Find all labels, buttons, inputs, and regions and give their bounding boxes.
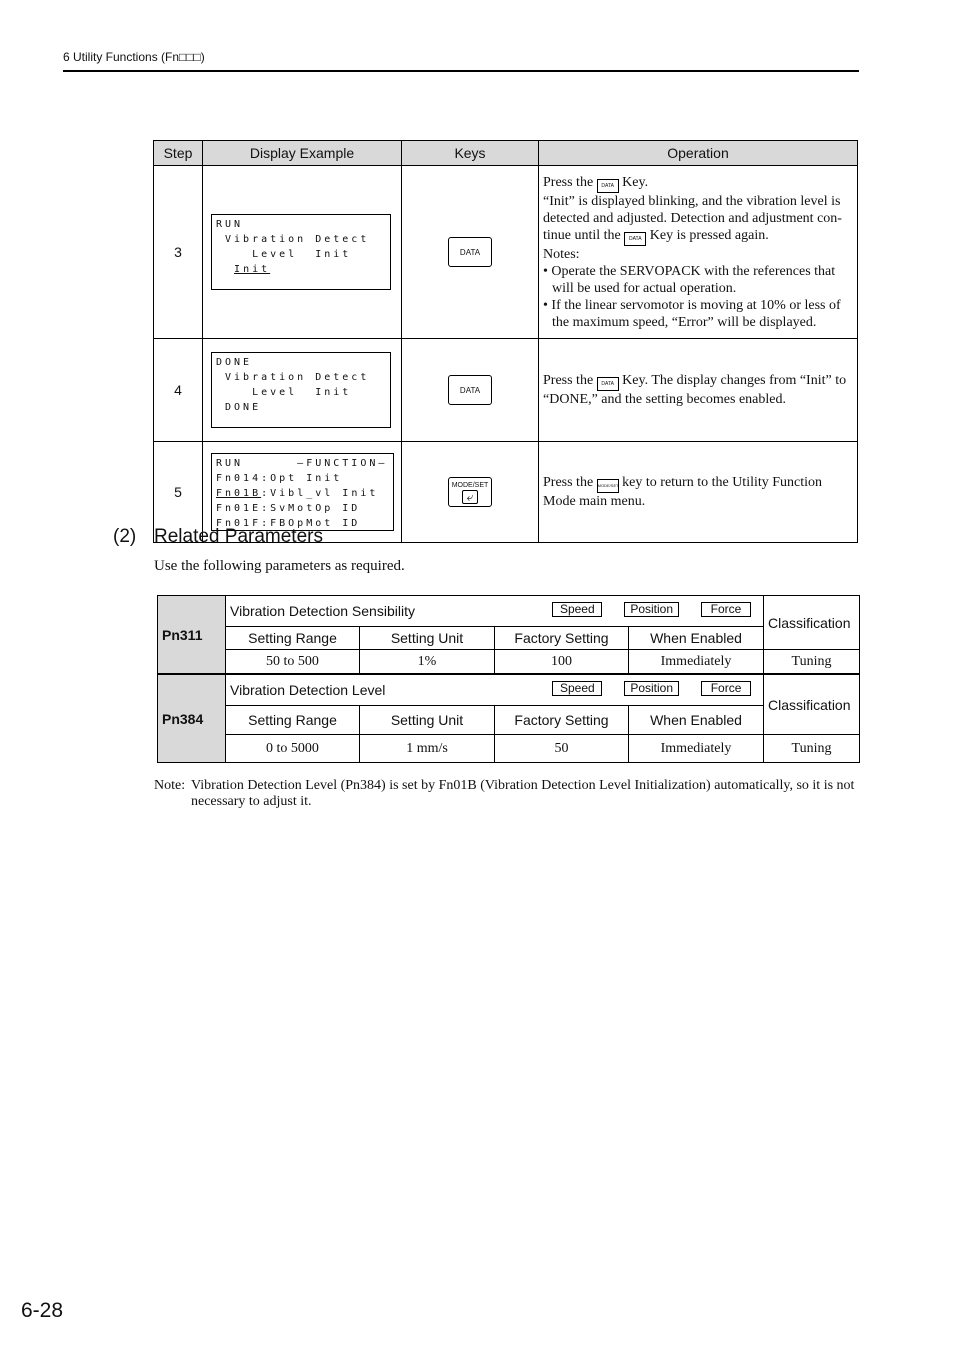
tag-position: Position	[624, 681, 679, 696]
col-header-operation: Operation	[539, 141, 858, 166]
tag-speed: Speed	[552, 602, 602, 617]
col-header-keys: Keys	[402, 141, 539, 166]
mode-set-key-icon	[448, 477, 492, 507]
param-number: Pn311	[158, 596, 226, 674]
op-text: Press the	[543, 475, 594, 490]
param-name-cell	[226, 675, 764, 706]
lcd-line: DONE	[216, 357, 253, 368]
tag-force: Force	[701, 602, 751, 617]
mode-set-key-icon: MODE/SET	[597, 479, 619, 493]
operation-cell	[539, 166, 858, 339]
classification-label: Classification	[764, 675, 860, 735]
op-text: Press the	[543, 373, 594, 388]
param-name-row	[158, 596, 860, 627]
data-key-icon: DATA	[448, 375, 492, 405]
param-number: Pn384	[158, 675, 226, 763]
mode-set-key-label: MODE/SET	[451, 481, 489, 489]
op-text: key to return to the Utility Function Mode main menu.	[543, 475, 823, 509]
op-text: Key.	[622, 174, 649, 190]
lcd-line: Fn014:Opt Init	[216, 473, 343, 484]
lcd-blinking-text: Init	[234, 264, 271, 275]
param-value-row	[158, 650, 860, 674]
tag-position: Position	[624, 602, 679, 617]
lcd-line: Fn01F:FBOpMot ID	[216, 518, 361, 529]
data-key-icon: DATA	[624, 232, 646, 246]
param-table-pn311	[157, 595, 860, 674]
lcd-line: Vibration Detect	[216, 372, 370, 383]
param-name: Vibration Detection Sensibility	[230, 603, 415, 619]
op-text: Key. The display changes from “Init” to “DONE,” and the setting becomes enabled.	[543, 373, 847, 407]
setting-unit-value: 1 mm/s	[360, 735, 495, 763]
operation-text	[543, 193, 853, 246]
setting-unit-value: 1%	[360, 650, 495, 674]
setting-range-value: 0 to 5000	[226, 735, 360, 763]
data-key-icon: DATA	[597, 179, 619, 193]
keys-cell	[402, 442, 539, 543]
lcd-line: DONE	[216, 402, 262, 413]
when-enabled-header: When Enabled	[629, 706, 764, 735]
note-label: Note:	[154, 778, 186, 793]
factory-setting-header: Factory Setting	[495, 706, 629, 735]
return-arrow-icon: ⤶	[462, 490, 479, 504]
header-rule	[63, 70, 859, 72]
tag-speed: Speed	[552, 681, 602, 696]
param-name-cell	[226, 596, 764, 627]
section-number: (2)	[113, 526, 137, 547]
intro-text: Use the following parameters as required.	[154, 558, 405, 574]
param-table-pn384	[157, 674, 860, 763]
param-value-row	[158, 735, 860, 763]
op-text: “Init” is displayed blinking, and the vibration level is detected and adjusted. Detection and adjustment con-tinue until the	[543, 193, 842, 243]
section-heading	[113, 526, 323, 548]
running-header: 6 Utility Functions (Fn□□□)	[63, 50, 205, 64]
lcd-selected-fn: Fn01B	[216, 488, 262, 499]
keys-cell	[402, 339, 539, 442]
display-example-cell	[203, 339, 402, 442]
section-title: Related Parameters	[154, 526, 323, 547]
notes-label: Notes:	[543, 246, 580, 262]
classification-value: Tuning	[764, 650, 860, 674]
page-number: 6-28	[21, 1299, 64, 1322]
lcd-line: Level Init	[216, 387, 352, 398]
lcd-line: Fn01E:SvMotOp ID	[216, 503, 361, 514]
step-table	[153, 140, 858, 543]
param-name-row	[158, 675, 860, 706]
note-bullet: • Operate the SERVOPACK with the references that will be used for actual operation.	[543, 263, 836, 296]
lcd-display	[211, 352, 391, 428]
setting-range-header: Setting Range	[226, 627, 360, 650]
step-table-header	[154, 141, 858, 166]
col-header-step: Step	[154, 141, 203, 166]
step-number: 5	[154, 442, 203, 543]
lcd-line: RUN –FUNCTION–	[216, 458, 388, 469]
data-key-icon: DATA	[597, 377, 619, 391]
tag-force: Force	[701, 681, 751, 696]
classification-label: Classification	[764, 596, 860, 650]
operation-cell	[539, 442, 858, 543]
param-header-row	[158, 627, 860, 650]
display-example-cell	[203, 166, 402, 339]
factory-setting-value: 100	[495, 650, 629, 674]
step-number: 4	[154, 339, 203, 442]
setting-range-header: Setting Range	[226, 706, 360, 735]
keys-cell	[402, 166, 539, 339]
op-text: Press the	[543, 174, 594, 190]
lcd-text: :Vibl_vl Init	[261, 488, 379, 499]
table-row	[154, 166, 858, 339]
param-tags	[552, 681, 751, 696]
when-enabled-header: When Enabled	[629, 627, 764, 650]
lcd-display	[211, 214, 391, 290]
data-key-icon: DATA	[448, 237, 492, 267]
operation-text	[543, 174, 853, 193]
factory-setting-value: 50	[495, 735, 629, 763]
setting-range-value: 50 to 500	[226, 650, 360, 674]
lcd-line: Vibration Detect	[216, 234, 370, 245]
when-enabled-value: Immediately	[629, 735, 764, 763]
param-tags	[552, 602, 751, 617]
col-header-display: Display Example	[203, 141, 402, 166]
footnote	[154, 778, 858, 810]
operation-cell	[539, 339, 858, 442]
param-name: Vibration Detection Level	[230, 682, 386, 698]
note-bullet: • If the linear servomotor is moving at 10% or less of the maximum speed, “Error” will be displayed.	[543, 297, 841, 330]
factory-setting-header: Factory Setting	[495, 627, 629, 650]
table-row	[154, 339, 858, 442]
lcd-line: RUN	[216, 219, 244, 230]
lcd-line	[216, 486, 389, 501]
param-header-row	[158, 706, 860, 735]
lcd-display	[211, 453, 394, 531]
setting-unit-header: Setting Unit	[360, 627, 495, 650]
op-text: Key is pressed again.	[649, 227, 769, 243]
note-text: Vibration Detection Level (Pn384) is set by Fn01B (Vibration Detection Level Initialization) automatically, so it is not necessary to adjust it.	[191, 778, 855, 809]
step-number: 3	[154, 166, 203, 339]
setting-unit-header: Setting Unit	[360, 706, 495, 735]
lcd-line: Level Init	[216, 249, 352, 260]
classification-value: Tuning	[764, 735, 860, 763]
lcd-indent	[216, 264, 234, 275]
lcd-line	[216, 262, 386, 277]
when-enabled-value: Immediately	[629, 650, 764, 674]
